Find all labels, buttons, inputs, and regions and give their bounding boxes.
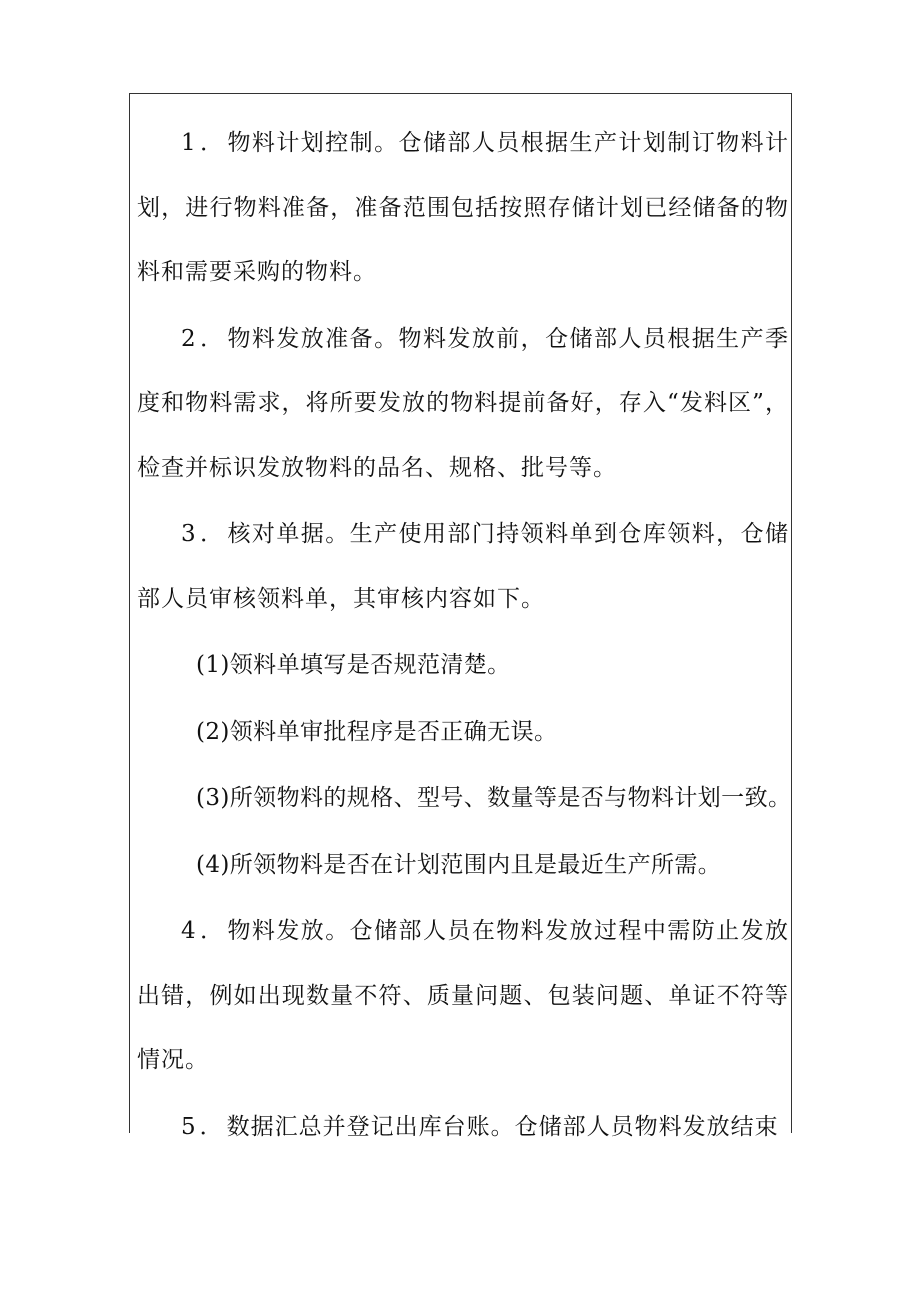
paragraph-number: 3． [181,521,228,547]
paragraph-text: 数据汇总并登记出库台账。仓储部人员物料发放结束 [226,1113,779,1140]
sub-item-text: (1)领料单填写是否规范清楚。 [196,652,511,678]
sub-item-3 [131,766,791,831]
paragraph-text: 物料发放。仓储部人员在物料发放过程中需防止发放出错，例如出现数量不符、质量问题、包装问题、单证不符等情况。 [137,918,789,1073]
sub-item-text: (3)所领物料的规格、型号、数量等是否与物料计划一致。 [196,785,792,811]
document-frame [129,93,792,1140]
sub-item-2 [131,700,791,765]
paragraph-number: 2． [181,325,228,352]
paragraph-number: 1． [181,130,228,156]
sub-item-text: (4)所领物料是否在计划范围内且是最近生产所需。 [196,851,722,878]
paragraph-text: 物料计划控制。仓储部人员根据生产计划制订物料计划，进行物料准备，准备范围包括按照存储计划已经储备的物料和需要采购的物料。 [137,130,789,285]
sub-item-4 [131,833,791,898]
paragraph-2 [131,307,791,501]
paragraph-text: 核对单据。生产使用部门持领料单到仓库领料，仓储部人员审核领料单，其审核内容如下。 [137,521,789,612]
paragraph-number: 4． [181,918,228,944]
sub-item-1 [131,633,791,698]
document-body [131,111,791,1161]
paragraph-number: 5． [181,1113,227,1140]
paragraph-1 [131,111,791,305]
paragraph-5 [131,1095,791,1160]
paragraph-3 [131,502,791,631]
paragraph-4 [131,899,791,1093]
sub-item-text: (2)领料单审批程序是否正确无误。 [196,718,558,745]
paragraph-text: 物料发放准备。物料发放前，仓储部人员根据生产季度和物料需求，将所要发放的物料提前备好，存入“发料区”，检查并标识发放物料的品名、规格、批号等。 [137,325,789,481]
